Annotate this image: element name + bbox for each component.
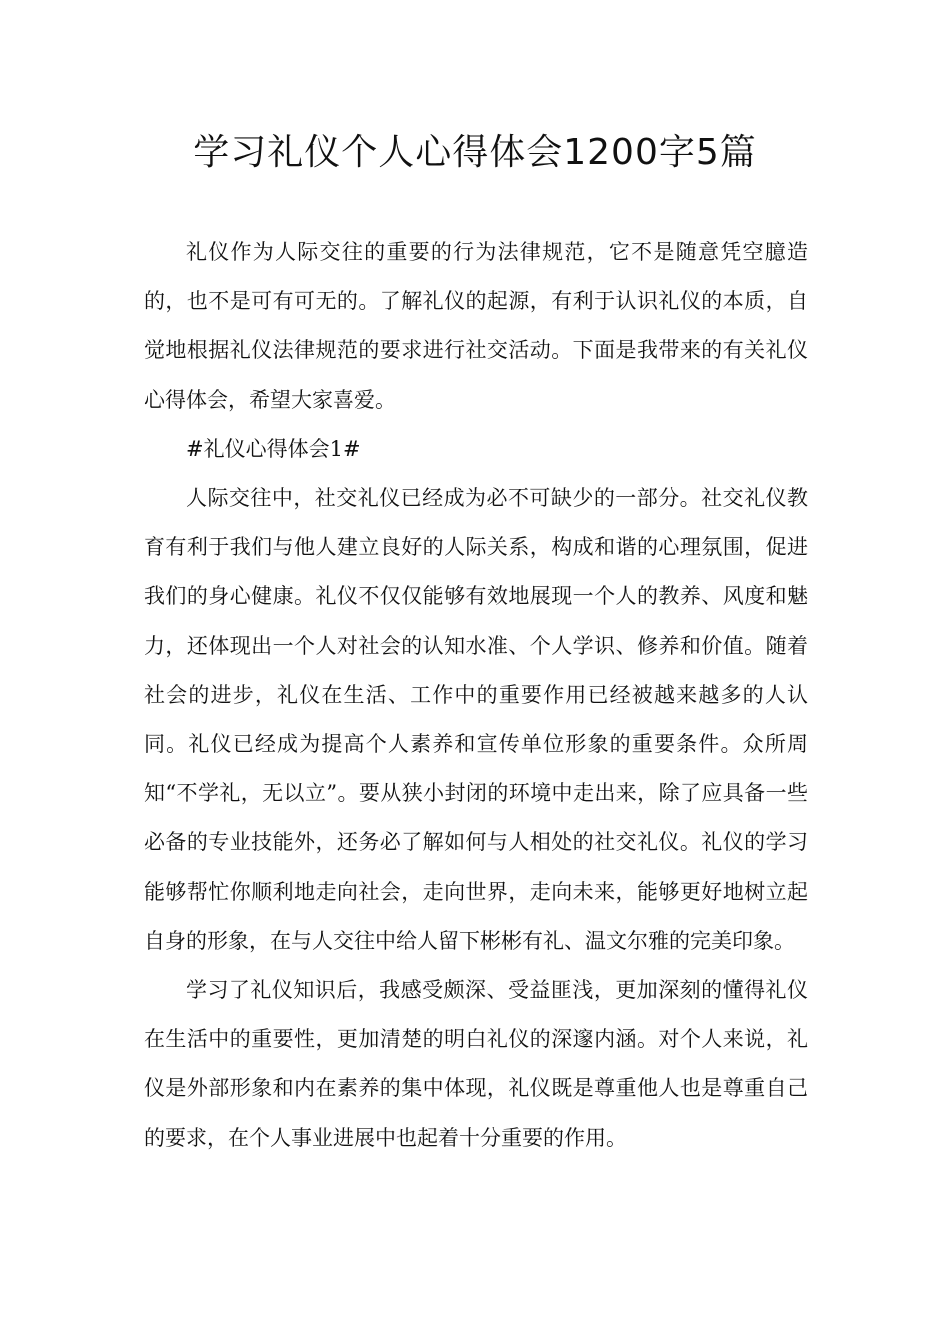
body-paragraph: 人际交往中，社交礼仪已经成为必不可缺少的一部分。社交礼仪教育有利于我们与他人建立良好的人际关系，构成和谐的心理氛围，促进我们的身心健康。礼仪不仅仅能够有效地展现一个人的教养、风度和魅力，还体现出一个人对社会的认知水准、个人学识、修养和价值。随着社会的进步，礼仪在生活、工作中的重要作用已经被越来越多的人认同。礼仪已经成为提高个人素养和宣传单位形象的重要条件。众所周知“不学礼，无以立”。要从狭小封闭的环境中走出来，除了应具备一些必备的专业技能外，还务必了解如何与人相处的社交礼仪。礼仪的学习能够帮忙你顺利地走向社会，走向世界，走向未来，能够更好地树立起自身的形象，在与人交往中给人留下彬彬有礼、温文尔雅的完美印象。 (144, 486, 808, 953)
body-paragraph: 学习了礼仪知识后，我感受颇深、受益匪浅，更加深刻的懂得礼仪在生活中的重要性，更加清楚的明白礼仪的深邃内涵。对个人来说，礼仪是外部形象和内在素养的集中体现，礼仪既是尊重他人也是尊重自己的要求，在个人事业进展中也起着十分重要的作用。 (144, 978, 808, 1150)
document-body (144, 228, 808, 1163)
document-title: 学习礼仪个人心得体会1200字5篇 (193, 132, 757, 173)
section-heading: #礼仪心得体会1# (186, 436, 361, 461)
intro-paragraph: 礼仪作为人际交往的重要的行为法律规范，它不是随意凭空臆造的，也不是可有可无的。了解礼仪的起源，有利于认识礼仪的本质，自觉地根据礼仪法律规范的要求进行社交活动。下面是我带来的有关礼仪心得体会，希望大家喜爱。 (144, 240, 808, 412)
